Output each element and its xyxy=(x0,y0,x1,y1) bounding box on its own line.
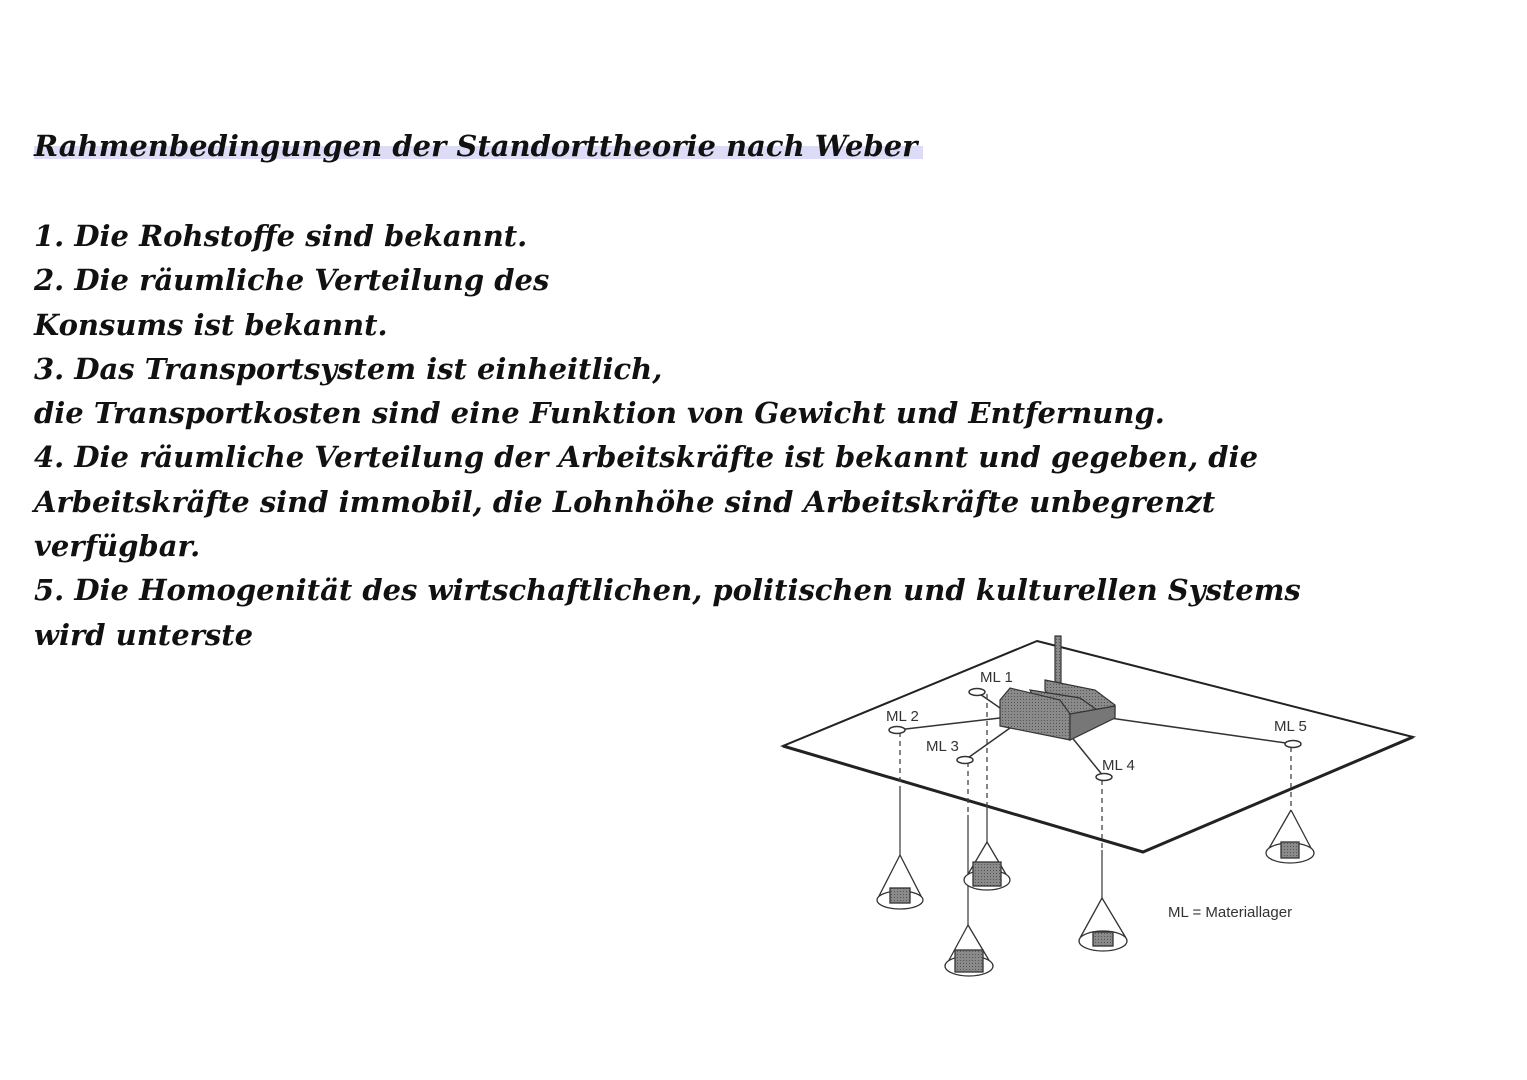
list-line: wird unterste xyxy=(34,617,254,652)
label-ml4: ML 4 xyxy=(1102,757,1135,774)
label-ml2: ML 2 xyxy=(886,708,919,725)
weight-icon xyxy=(964,842,1010,890)
list-line: Arbeitskräfte sind immobil, die Lohnhöhe sind Arbeitskräfte unbegrenzt xyxy=(34,484,1216,519)
weight-icon xyxy=(877,855,923,909)
weight-icon xyxy=(1266,810,1314,863)
label-ml1: ML 1 xyxy=(980,669,1013,686)
list-line: 2. Die räumliche Verteilung des xyxy=(34,263,550,298)
label-ml5: ML 5 xyxy=(1274,718,1307,735)
weight-icon xyxy=(1079,898,1127,951)
list-line: 3. Das Transportsystem ist einheitlich, xyxy=(34,351,663,386)
weight-icon xyxy=(945,925,993,976)
label-ml3: ML 3 xyxy=(926,738,959,755)
list-line: Konsums ist bekannt. xyxy=(34,307,388,342)
legend: ML = Materiallager xyxy=(1168,904,1293,921)
list-line: 1. Die Rohstoffe sind bekannt. xyxy=(34,219,528,253)
list-line: 5. Die Homogenität des wirtschaftlichen, politischen und kulturellen Systems xyxy=(34,573,1301,608)
page-title: Rahmenbedingungen der Standorttheorie nach Weber xyxy=(34,126,923,166)
list-line: die Transportkosten sind eine Funktion von Gewicht und Entfernung. xyxy=(34,396,1165,431)
plane xyxy=(783,641,1413,852)
list-line: 4. Die räumliche Verteilung der Arbeitskräfte ist bekannt und gegeben, die xyxy=(34,440,1259,475)
list-line: verfügbar. xyxy=(34,529,201,564)
